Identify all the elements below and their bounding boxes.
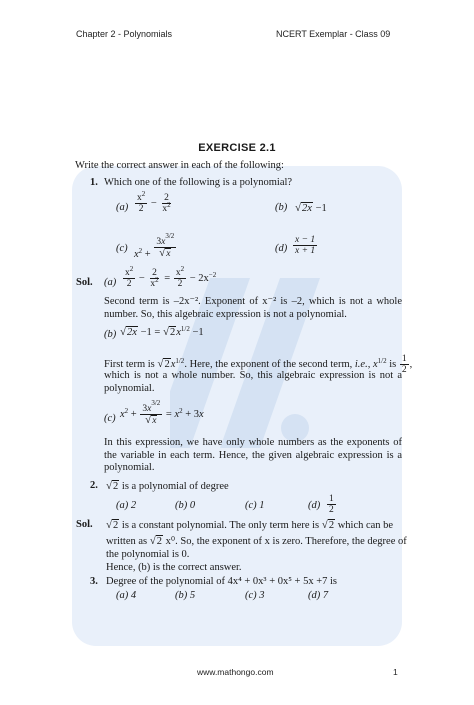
sol2-line4: Hence, (b) is the correct answer. [106,562,242,573]
q3-option-a: (a) 4 [116,590,137,601]
sol1-part-a-text: Second term is –2x⁻². Exponent of x⁻² is –2, which is not a whole number. So, this algebraic expression is not a polynomial. [104,296,402,320]
q1-text: Which one of the following is a polynomial? [104,177,293,188]
book-header: NCERT Exemplar - Class 09 [276,29,391,39]
q2-option-b: (b) 0 [175,500,196,511]
sol1-part-c-expr: $x^2$ + $\frac{3x^{3/2}}{√x}$ = $x^2 + 3x$ [120,399,204,426]
q1-number: 1. [90,177,98,188]
sol1-part-b-first: First term is $√2x^{1/2}$. Here, the exponent of the second term, i.e., $x^{1/2}$ is $\frac{1}{2}$ , [104,354,413,375]
q1-option-b-label: (b) [275,202,288,213]
sol2-line2: written as √2 x⁰. So, the exponent of x is zero. Therefore, the degree of [106,535,407,547]
q3-number: 3. [90,576,98,587]
intro-text: Write the correct answer in each of the following: [75,160,284,171]
sol2-label: Sol. [76,519,93,530]
sol1-part-b-text: which is not a whole number. So, this algebraic expression is not a polynomial. [104,370,402,394]
q2-option-d-expr: $\frac{1}{2}$ [329,494,334,515]
sol1-part-a-expr: $\frac{x^2}{2}$ − $\frac{2}{x^2}$ = $\frac{x^2}{2}$ − $2x^{-2}$ [125,265,217,289]
q2-text: √2 is a polynomial of degree [106,480,229,492]
q1-option-d-label: (d) [275,243,288,254]
sol1-part-c-label: (c) [104,413,116,424]
sol1-label: Sol. [76,277,93,288]
exercise-title: EXERCISE 2.1 [198,142,276,154]
q1-option-a-label: (a) [116,202,129,213]
sol1-part-c-text: In this expression, we have only whole numbers as the exponents of the variable in each term. Hence, the given algebraic expression is a polynomial. [104,437,402,473]
sol1-part-a-label: (a) [104,277,117,288]
q3-option-c: (c) 3 [245,590,265,601]
q2-option-a: (a) 2 [116,500,137,511]
sol1-part-b-expr: $√2x -1 = √2x^{1/2} -1$ [120,325,204,338]
page-number: 1 [393,667,398,677]
q1-option-d-expr: $\frac{x - 1}{x + 1}$ [295,235,316,256]
q2-option-d-label: (d) [308,500,321,511]
sol2-line3: the polynomial is 0. [106,549,190,560]
sol1-part-b-label: (b) [104,329,117,340]
chapter-header: Chapter 2 - Polynomials [76,29,173,39]
footer-url[interactable]: www.mathongo.com [197,667,274,677]
sol2-line1: √2 is a constant polynomial. The only term here is √2 which can be [106,519,394,531]
q1-option-a-expr: $\frac{x^2}{2}$ − $\frac{2}{x^2}$ [137,190,171,214]
q1-option-c-label: (c) [116,243,128,254]
q3-text: Degree of the polynomial of 4x⁴ + 0x³ + 0x⁵ + 5x +7 is [106,576,337,587]
q1-option-b-expr: √2x −1 [295,202,327,214]
q3-option-b: (b) 5 [175,590,196,601]
q2-option-c: (c) 1 [245,500,265,511]
q1-option-c-expr: $x^2$ + $\frac{3x^{3/2}}{√x}$ [134,232,175,260]
q2-number: 2. [90,480,98,491]
q3-option-d: (d) 7 [308,590,329,601]
